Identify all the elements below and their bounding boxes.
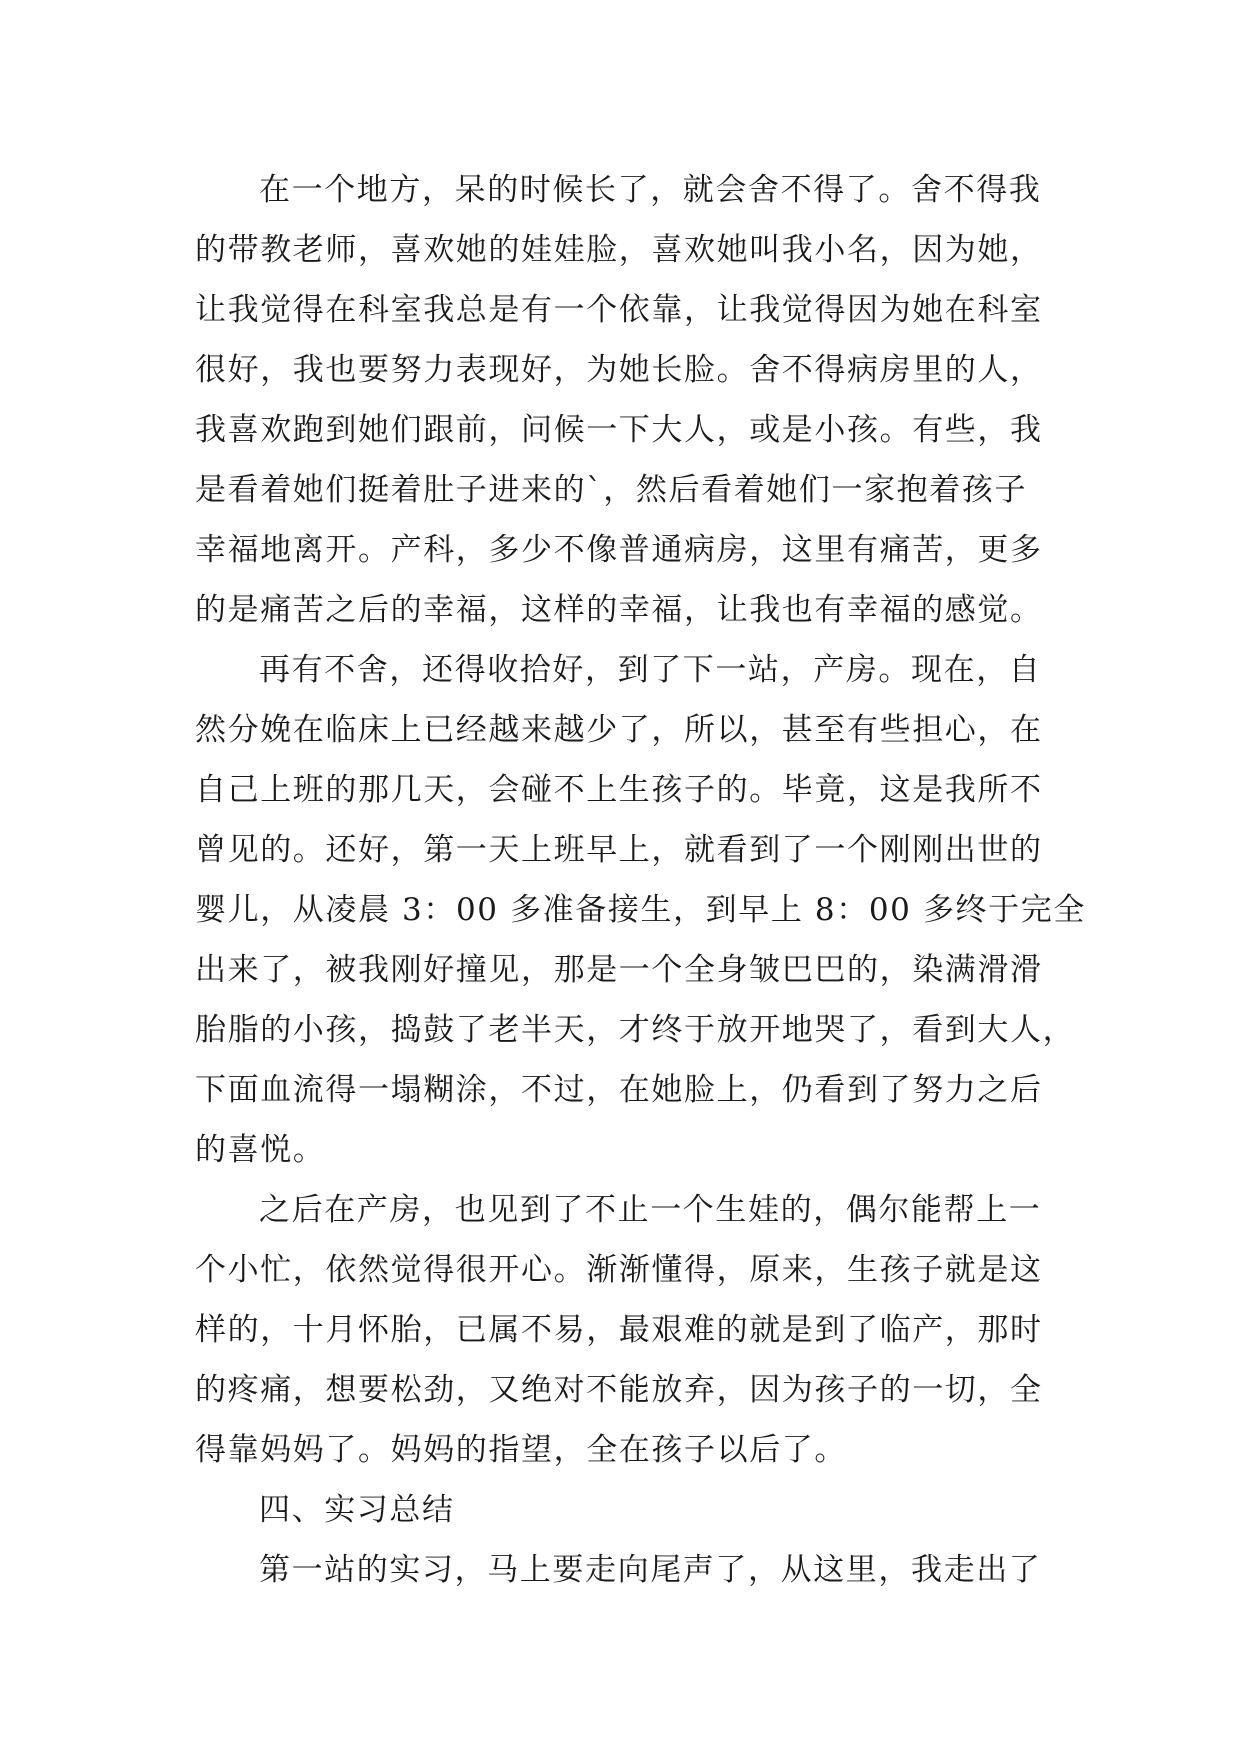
- text-line: 的带教老师，喜欢她的娃娃脸，喜欢她叫我小名，因为她，: [195, 232, 1043, 268]
- text-line: 是看着她们挺着肚子进来的`，然后看着她们一家抱着孩子: [195, 472, 1028, 508]
- text-line: 曾见的。还好，第一天上班早上，就看到了一个刚刚出世的: [195, 832, 1043, 868]
- text-line: 很好，我也要努力表现好，为她长脸。舍不得病房里的人，: [195, 352, 1043, 388]
- text-line: 的喜悦。: [195, 1132, 326, 1168]
- text-line: 我喜欢跑到她们跟前，问候一下大人，或是小孩。有些，我: [195, 412, 1043, 448]
- text-line: 之后在产房，也见到了不止一个生娃的，偶尔能帮上一: [259, 1192, 1042, 1228]
- text-line: 个小忙，依然觉得很开心。渐渐懂得，原来，生孩子就是这: [195, 1252, 1043, 1288]
- text-line: 第一站的实习，马上要走向尾声了，从这里，我走出了: [259, 1552, 1042, 1588]
- text-line: 让我觉得在科室我总是有一个依靠，让我觉得因为她在科室: [195, 292, 1043, 328]
- text-line: 再有不舍，还得收拾好，到了下一站，产房。现在，自: [259, 652, 1042, 688]
- text-line: 出来了，被我刚好撞见，那是一个全身皱巴巴的，染满滑滑: [195, 952, 1043, 988]
- text-line: 的是痛苦之后的幸福，这样的幸福，让我也有幸福的感觉。: [195, 592, 1043, 628]
- text-line: 在一个地方，呆的时候长了，就会舍不得了。舍不得我: [259, 172, 1042, 208]
- text-line: 自己上班的那几天，会碰不上生孩子的。毕竟，这是我所不: [195, 772, 1043, 808]
- document-body: [195, 160, 1086, 1600]
- text-line: 样的，十月怀胎，已属不易，最艰难的就是到了临产，那时: [195, 1312, 1043, 1348]
- text-line: 幸福地离开。产科，多少不像普通病房，这里有痛苦，更多: [195, 532, 1043, 568]
- text-line: 得靠妈妈了。妈妈的指望，全在孩子以后了。: [195, 1432, 847, 1468]
- section-heading: 四、实习总结: [259, 1492, 455, 1528]
- text-line: 胎脂的小孩，捣鼓了老半天，才终于放开地哭了，看到大人，: [195, 1012, 1076, 1048]
- text-line: 婴儿，从凌晨 3：00 多准备接生，到早上 8：00 多终于完全: [195, 892, 1086, 928]
- text-line: 的疼痛，想要松劲，又绝对不能放弃，因为孩子的一切，全: [195, 1372, 1043, 1408]
- text-line: 下面血流得一塌糊涂，不过，在她脸上，仍看到了努力之后: [195, 1072, 1043, 1108]
- text-line: 然分娩在临床上已经越来越少了，所以，甚至有些担心，在: [195, 712, 1043, 748]
